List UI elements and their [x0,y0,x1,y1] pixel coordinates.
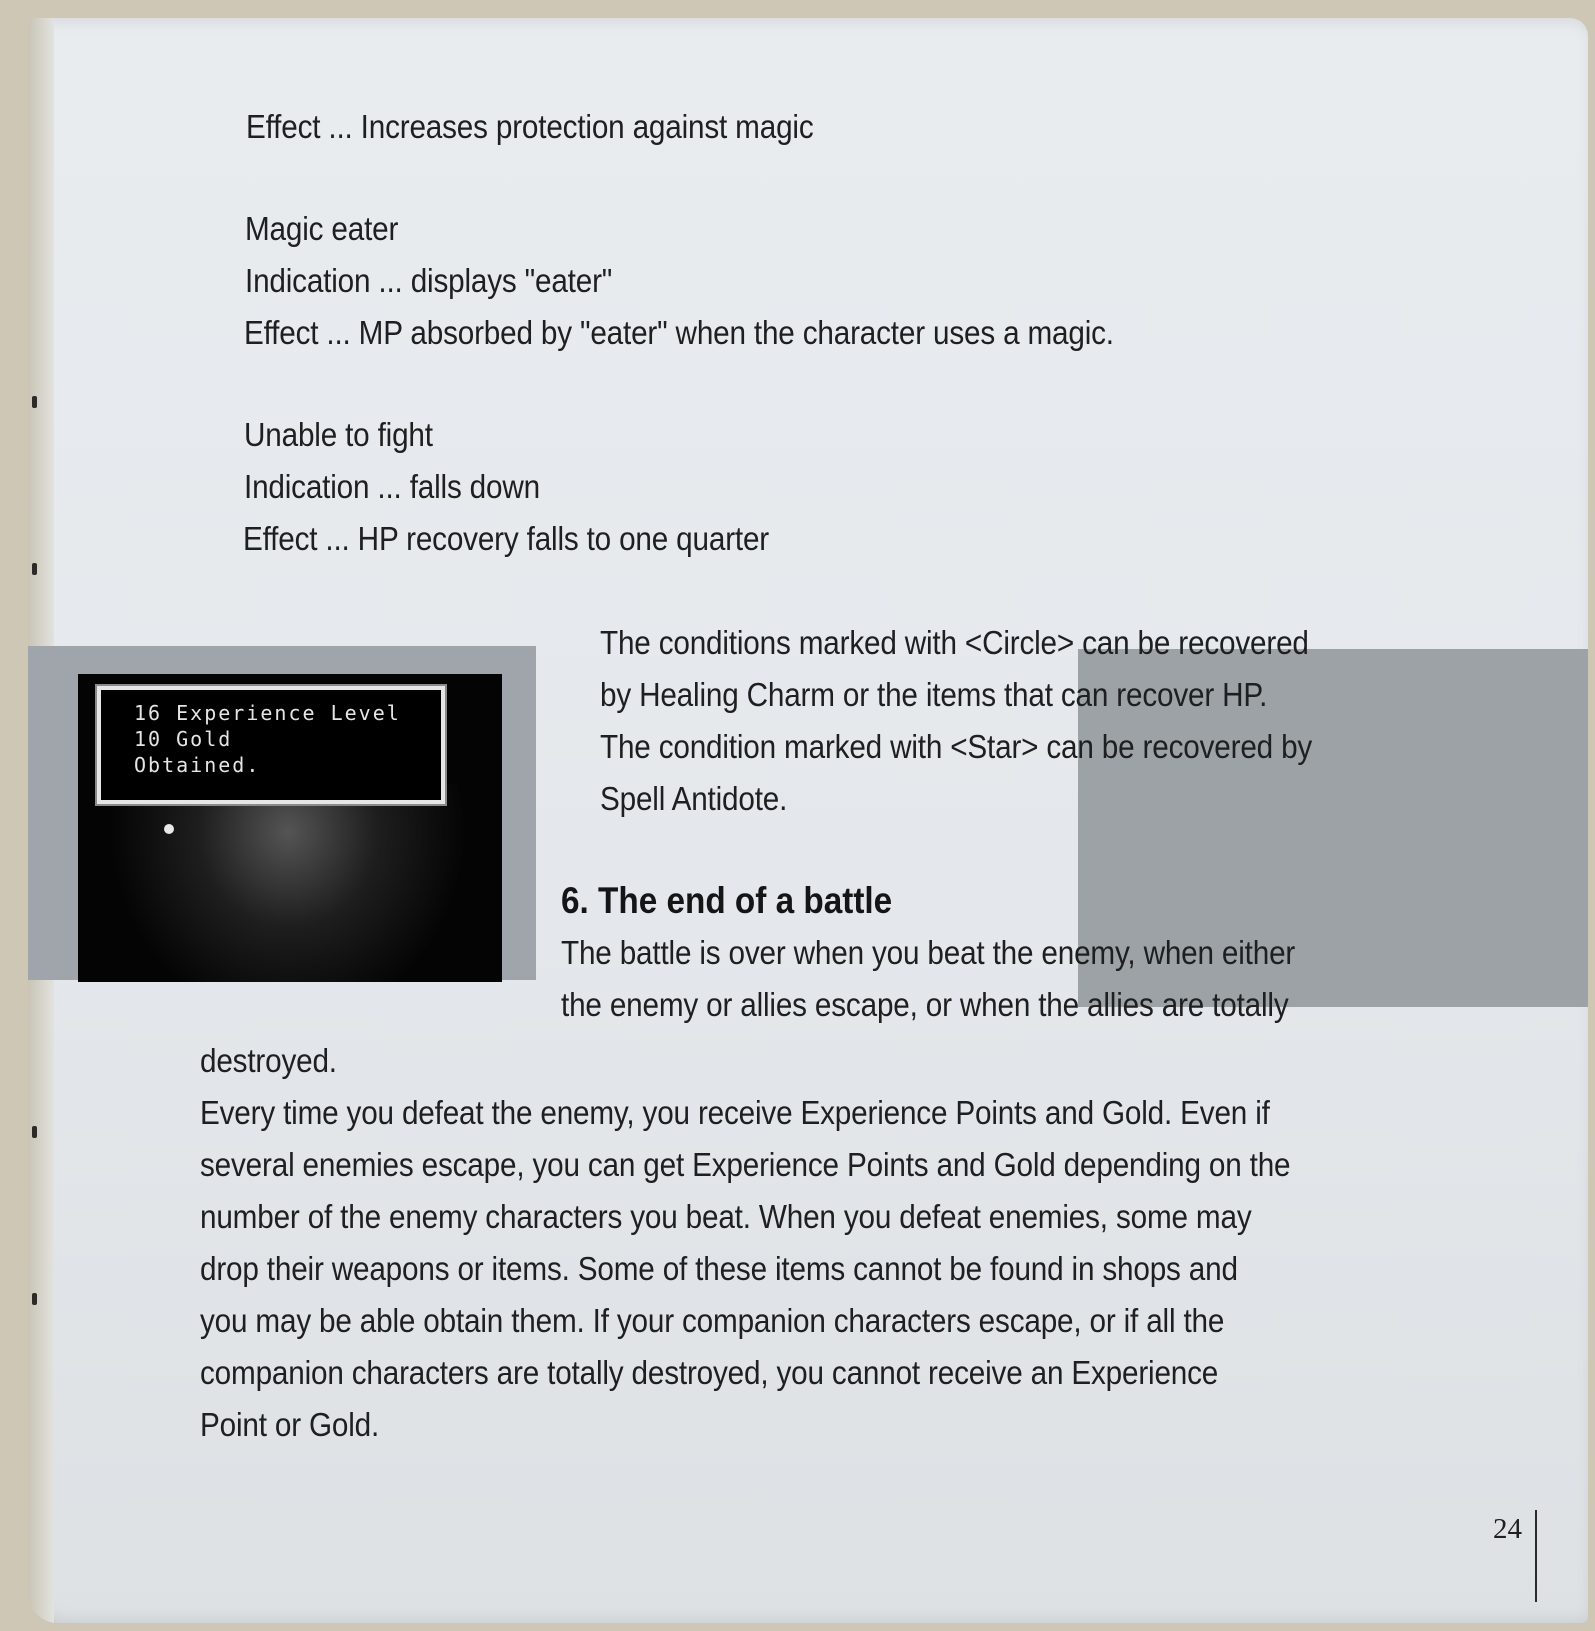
paragraph-line: companion characters are totally destroyed, you cannot receive an Experience [200,1354,1219,1391]
paragraph-line: the enemy or allies escape, or when the allies are totally [561,986,1289,1023]
battle-background [108,784,468,982]
binding-stitch [32,563,37,575]
paragraph-line: number of the enemy characters you beat. When you defeat enemies, some may [200,1198,1252,1235]
paragraph-line: Point or Gold. [200,1406,380,1443]
binding-stitch [32,1293,37,1305]
unable-to-fight-effect: Effect ... HP recovery falls to one quarter [243,520,770,557]
page-number: 24 [1493,1513,1522,1545]
paragraph-line: The battle is over when you beat the enemy, when either [561,934,1296,971]
game-text-gold: 10 Gold [134,727,233,751]
magic-eater-title: Magic eater [245,210,399,247]
magic-eater-effect: Effect ... MP absorbed by "eater" when the character uses a magic. [244,314,1114,351]
paragraph-line: several enemies escape, you can get Experience Points and Gold depending on the [200,1146,1291,1183]
unable-to-fight-indication: Indication ... falls down [244,468,540,505]
paragraph-line: you may be able obtain them. If your companion characters escape, or if all the [200,1302,1225,1339]
page-number-rule [1535,1510,1537,1602]
magic-eater-indication: Indication ... displays "eater" [245,262,613,299]
unable-to-fight-title: Unable to fight [244,416,433,453]
game-screenshot [78,674,502,982]
paragraph-line: Every time you defeat the enemy, you receive Experience Points and Gold. Even if [200,1094,1270,1131]
recovery-note-line: The condition marked with <Star> can be recovered by [600,728,1313,765]
protection-effect-line: Effect ... Increases protection against magic [246,108,814,145]
recovery-note-line: The conditions marked with <Circle> can be recovered [600,624,1309,661]
cursor-dot [164,824,174,834]
recovery-note-line: Spell Antidote. [600,780,788,817]
paragraph-line: destroyed. [200,1042,337,1079]
section-heading: 6. The end of a battle [561,880,893,921]
binding-stitch [32,1126,37,1138]
recovery-note-line: by Healing Charm or the items that can recover HP. [600,676,1268,713]
binding-stitch [32,396,37,408]
game-text-experience: 16 Experience Level [134,701,401,725]
manual-page [28,18,1588,1623]
game-text-obtained: Obtained. [134,753,261,777]
paragraph-line: drop their weapons or items. Some of these items cannot be found in shops and [200,1250,1238,1287]
